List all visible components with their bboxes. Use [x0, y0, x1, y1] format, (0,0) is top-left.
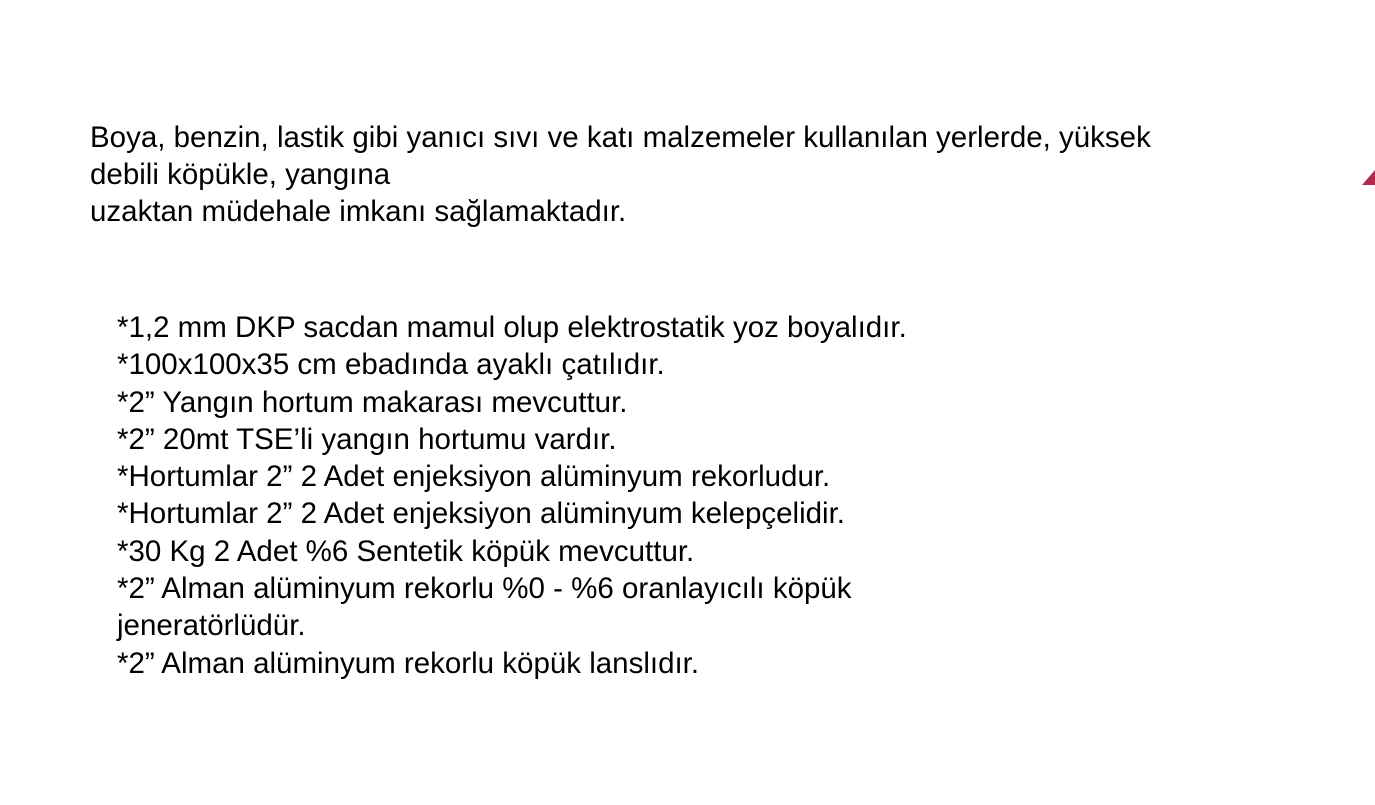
feature-item: *100x100x35 cm ebadında ayaklı çatılıdır.: [117, 348, 665, 382]
intro-line: Boya, benzin, lastik gibi yanıcı sıvı ve katı malzemeler kullanılan yerlerde, yüksek: [90, 121, 1151, 154]
feature-item: *Hortumlar 2” 2 Adet enjeksiyon alüminyum rekorludur.: [117, 460, 831, 494]
intro-line: debili köpükle, yangına: [90, 158, 391, 191]
intro-paragraph: [90, 119, 1330, 230]
feature-item: *2” Alman alüminyum rekorlu köpük lanslıdır.: [117, 646, 700, 680]
feature-item: *2” Yangın hortum makarası mevcuttur.: [117, 385, 628, 419]
feature-item: *Hortumlar 2” 2 Adet enjeksiyon alüminyum kelepçelidir.: [117, 497, 846, 531]
feature-item: *1,2 mm DKP sacdan mamul olup elektrostatik yoz boyalıdır.: [117, 311, 907, 344]
feature-item: *30 Kg 2 Adet %6 Sentetik köpük mevcuttur.: [117, 534, 695, 568]
corner-triangle-mark: [1362, 170, 1375, 185]
feature-item: *2” Alman alüminyum rekorlu %0 - %6 oranlayıcılı köpük: [117, 572, 852, 606]
feature-item-continuation: jeneratörlüdür.: [117, 609, 306, 643]
feature-list: [117, 309, 1017, 682]
intro-line: uzaktan müdehale imkanı sağlamaktadır.: [90, 195, 627, 228]
feature-item: *2” 20mt TSE’li yangın hortumu vardır.: [117, 422, 617, 456]
